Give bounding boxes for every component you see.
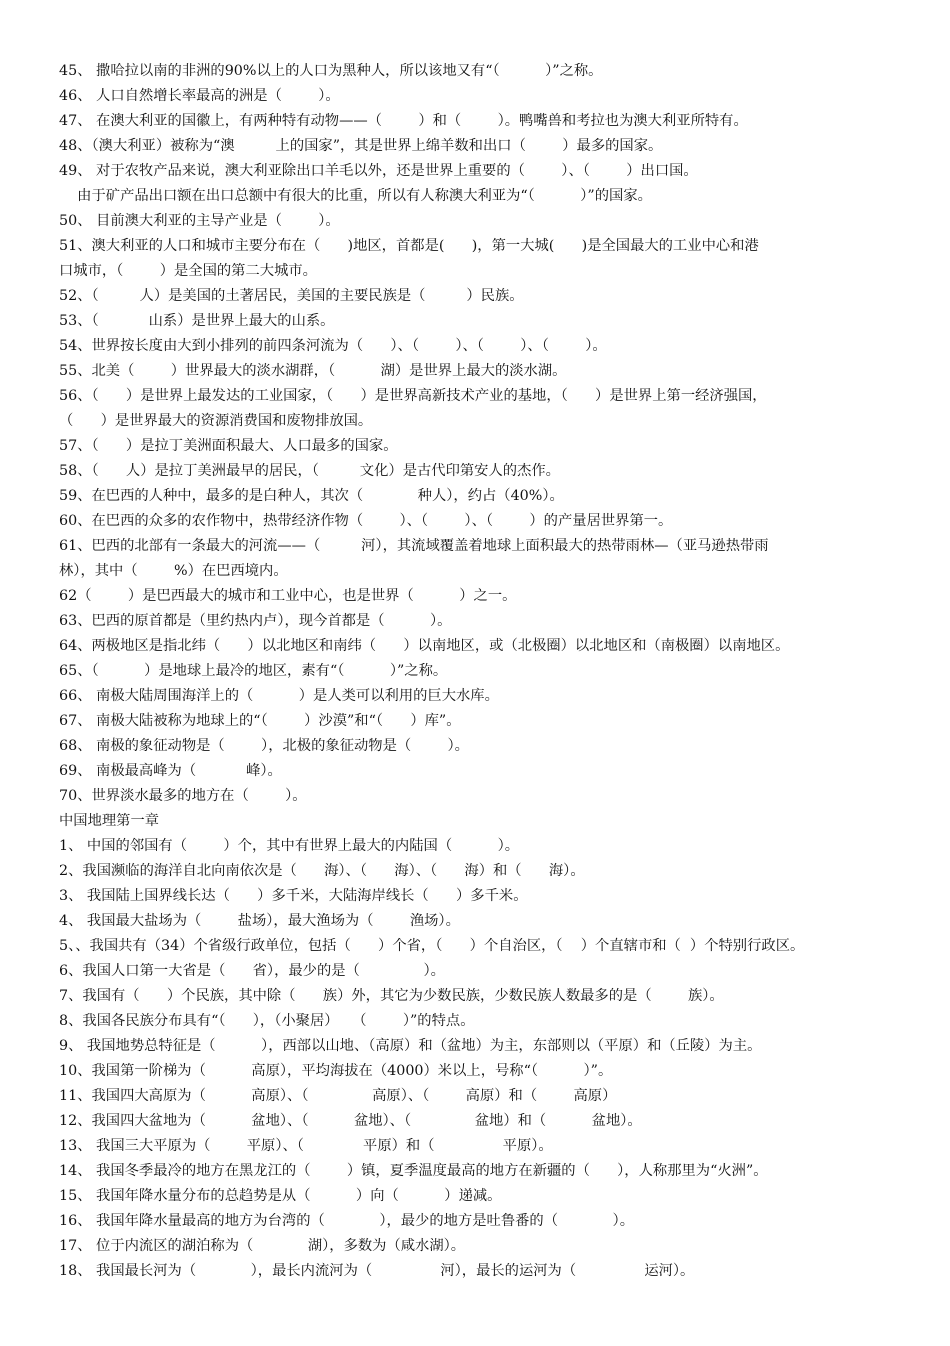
text-line: 18、 我国最长河为（ ），最长内流河为（ 河），最长的运河为（ 运河）。 bbox=[59, 1263, 695, 1279]
text-line: 17、 位于内流区的湖泊称为（ 湖），多数为（咸水湖）。 bbox=[59, 1238, 466, 1254]
text-line: 64、两极地区是指北纬（ ）以北地区和南纬（ ）以南地区，或（北极圈）以北地区和（南极圈）以南地区。 bbox=[59, 638, 790, 654]
text-line: 45、 撒哈拉以南的非洲的90%以上的人口为黑种人，所以该地又有“（ ）”之称。 bbox=[59, 63, 603, 79]
text-line: 6、我国人口第一大省是（ 省），最少的是（ ）。 bbox=[59, 963, 445, 979]
text-line: 68、 南极的象征动物是（ ），北极的象征动物是（ ）。 bbox=[59, 738, 469, 754]
text-line: 15、 我国年降水量分布的总趋势是从（ ）向（ ）递减。 bbox=[59, 1188, 502, 1204]
text-line: 53、（ 山系）是世界上最大的山系。 bbox=[59, 313, 335, 329]
text-line: 52、（ 人）是美国的土著居民，美国的主要民族是（ ）民族。 bbox=[59, 288, 524, 304]
text-line: 60、在巴西的众多的农作物中，热带经济作物（ ）、（ ）、（ ）的产量居世界第一。 bbox=[59, 513, 673, 529]
text-line: 69、 南极最高峰为（ 峰）。 bbox=[59, 763, 282, 779]
text-line: 51、澳大利亚的人口和城市主要分布在（ )地区，首都是( )，第一大城( )是全国最大的工业中心和港 bbox=[59, 238, 759, 254]
text-line: 55、北美（ ）世界最大的淡水湖群，（ 湖）是世界上最大的淡水湖。 bbox=[59, 363, 567, 379]
text-line: 中国地理第一章 bbox=[59, 813, 160, 829]
text-line: 10、我国第一阶梯为（ 高原），平均海拔在（4000）米以上，号称“（ ）”。 bbox=[59, 1063, 613, 1079]
text-line: 67、 南极大陆被称为地球上的“（ ）沙漠”和“（ ）库”。 bbox=[59, 713, 461, 729]
text-line: 8、我国各民族分布具有“（ ），（小聚居） （ ）”的特点。 bbox=[59, 1013, 475, 1029]
text-line: 3、 我国陆上国界线长达（ ）多千米，大陆海岸线长（ ）多千米。 bbox=[59, 888, 528, 904]
text-line: 13、 我国三大平原为（ 平原）、（ 平原）和（ 平原）。 bbox=[59, 1138, 553, 1154]
text-line: 50、 目前澳大利亚的主导产业是（ ）。 bbox=[59, 213, 340, 229]
text-line: 65、（ ）是地球上最冷的地区，素有“（ ）”之称。 bbox=[59, 663, 448, 679]
text-line: 47、 在澳大利亚的国徽上，有两种特有动物——（ ）和（ ）。鸭嘴兽和考拉也为澳大利亚所特有。 bbox=[59, 113, 748, 129]
text-line: 57、（ ）是拉丁美洲面积最大、人口最多的国家。 bbox=[59, 438, 398, 454]
text-line: 林），其中（ %）在巴西境内。 bbox=[59, 563, 288, 579]
text-line: 12、我国四大盆地为（ 盆地）、（ 盆地）、（ 盆地）和（ 盆地）。 bbox=[59, 1113, 642, 1129]
text-line: 2、我国濒临的海洋自北向南依次是（ 海）、（ 海）、（ 海）和（ 海）。 bbox=[59, 863, 585, 879]
text-line: 4、 我国最大盐场为（ 盐场），最大渔场为（ 渔场）。 bbox=[59, 913, 460, 929]
text-line: 9、 我国地势总特征是（ ），西部以山地、（高原）和（盆地）为主，东部则以（平原）和（丘陵）为主。 bbox=[59, 1038, 762, 1054]
text-line: 5、、我国共有（34）个省级行政单位，包括（ ）个省，（ ）个自治区，（ ）个直辖市和（ ）个特别行政区。 bbox=[59, 938, 805, 954]
document-body bbox=[59, 59, 899, 1284]
text-line: 14、 我国冬季最冷的地方在黑龙江的（ ）镇，夏季温度最高的地方在新疆的（ ），人称那里为“火洲”。 bbox=[59, 1163, 768, 1179]
text-line: 46、 人口自然增长率最高的洲是（ ）。 bbox=[59, 88, 340, 104]
text-line: 58、（ 人）是拉丁美洲最早的居民，（ 文化）是古代印第安人的杰作。 bbox=[59, 463, 560, 479]
text-line: 59、在巴西的人种中，最多的是白种人，其次（ 种人），约占（40%）。 bbox=[59, 488, 564, 504]
text-line: 49、 对于农牧产品来说，澳大利亚除出口羊毛以外，还是世界上重要的（ ）、（ ）出口国。 bbox=[59, 163, 698, 179]
text-line: 7、我国有（ ）个民族，其中除（ 族）外，其它为少数民族，少数民族人数最多的是（ 族）。 bbox=[59, 988, 724, 1004]
text-line: 48、（澳大利亚）被称为“澳 上的国家”，其是世界上绵羊数和出口（ ）最多的国家。 bbox=[59, 138, 663, 154]
text-line: 16、 我国年降水量最高的地方为台湾的（ ），最少的地方是吐鲁番的（ ）。 bbox=[59, 1213, 635, 1229]
text-line: 口城市，（ ）是全国的第二大城市。 bbox=[59, 263, 317, 279]
text-line: 由于矿产品出口额在出口总额中有很大的比重，所以有人称澳大利亚为“（ ）”的国家。 bbox=[59, 188, 652, 204]
text-line: 61、巴西的北部有一条最大的河流——（ 河），其流域覆盖着地球上面积最大的热带雨林—（亚马逊热带雨 bbox=[59, 538, 769, 554]
text-line: 66、 南极大陆周围海洋上的（ ）是人类可以利用的巨大水库。 bbox=[59, 688, 499, 704]
text-line: 11、我国四大高原为（ 高原）、（ 高原）、（ 高原）和（ 高原） bbox=[59, 1088, 617, 1104]
text-line: 54、世界按长度由大到小排列的前四条河流为（ ）、（ ）、（ ）、（ ）。 bbox=[59, 338, 607, 354]
text-line: 1、 中国的邻国有（ ）个，其中有世界上最大的内陆国（ ）。 bbox=[59, 838, 520, 854]
text-line: 63、巴西的原首都是（里约热内卢），现今首都是（ ）。 bbox=[59, 613, 452, 629]
text-line: 70、世界淡水最多的地方在（ ）。 bbox=[59, 788, 307, 804]
text-line: 62（ ）是巴西最大的城市和工业中心，也是世界（ ）之一。 bbox=[59, 588, 517, 604]
text-line: （ ）是世界最大的资源消费国和废物排放国。 bbox=[59, 413, 373, 429]
text-line: 56、（ ）是世界上最发达的工业国家，（ ）是世界高新技术产业的基地，（ ）是世界上第一经济强国， bbox=[59, 388, 767, 404]
